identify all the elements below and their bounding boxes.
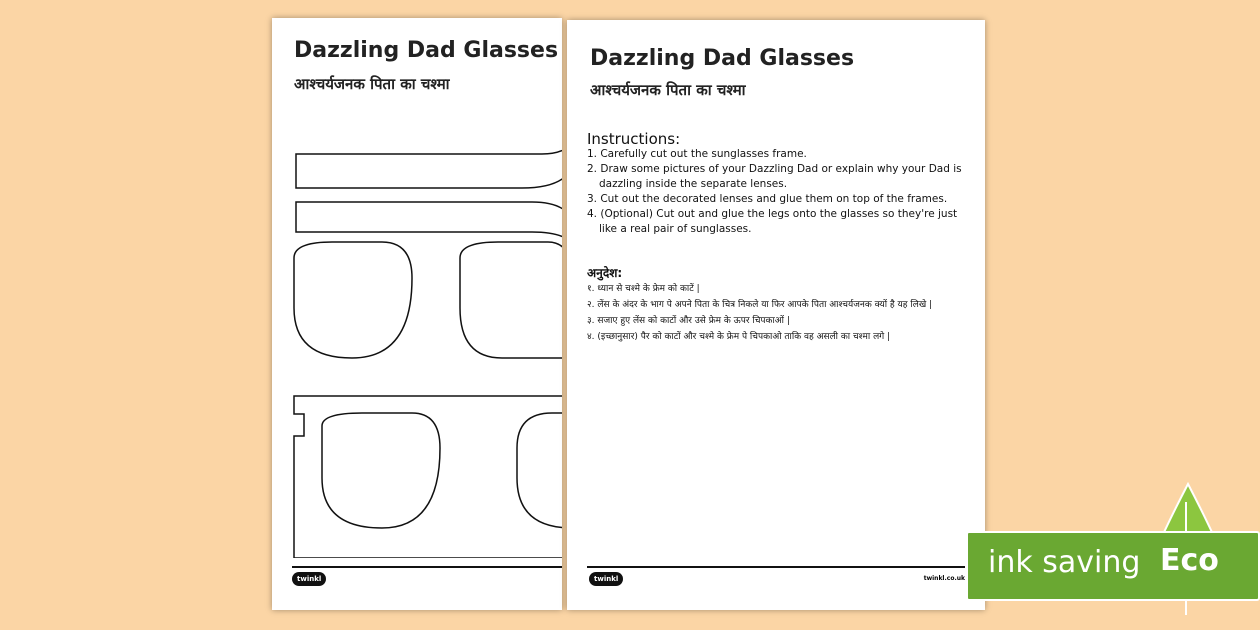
footer-divider xyxy=(587,566,965,568)
instructions-english xyxy=(587,132,967,237)
page-title: Dazzling Dad Glasses xyxy=(590,46,855,71)
ink-saving-badge xyxy=(966,531,1260,601)
footer-divider xyxy=(292,566,562,568)
instruction-item: 2. Draw some pictures of your Dazzling Dad or explain why your Dad is dazzling inside the separate lenses. xyxy=(587,163,962,190)
glasses-template xyxy=(272,18,562,558)
instruction-item: 4. (Optional) Cut out and glue the legs onto the glasses so they're just like a real pair of sunglasses. xyxy=(587,208,958,235)
eco-label: Eco xyxy=(1160,543,1219,578)
hindi-heading: अनुदेश: xyxy=(587,266,623,280)
instructions-heading: Instructions: xyxy=(587,130,681,148)
footer-url: twinkl.co.uk xyxy=(923,575,965,582)
hindi-item: ३. सजाए हुए लेंस को काटों और उसे फ्रेम के ऊपर चिपकाओं | xyxy=(587,316,790,326)
page-title: Dazzling Dad Glasses xyxy=(294,38,559,63)
instruction-item: 3. Cut out the decorated lenses and glue them on top of the frames. xyxy=(587,193,948,205)
hindi-item: १. ध्यान से चश्मे के फ्रेम को काटें | xyxy=(587,284,700,294)
twinkl-logo: twinkl xyxy=(292,572,326,586)
worksheet-page-glasses xyxy=(272,18,562,610)
hindi-item: ४. (इच्छानुसार) पैर को काटों और चश्मे के फ्रेम पे चिपकाओ ताकि वह असली का चश्मा लगे | xyxy=(587,332,891,342)
twinkl-logo: twinkl xyxy=(589,572,623,586)
instructions-hindi xyxy=(587,265,977,345)
page-subtitle: आश्चर्यजनक पिता का चश्मा xyxy=(590,81,746,99)
page-subtitle: आश्चर्यजनक पिता का चश्मा xyxy=(294,75,450,93)
instruction-item: 1. Carefully cut out the sunglasses frame. xyxy=(587,148,807,160)
hindi-item: २. लेंस के अंदर के भाग पे अपने पिता के चित्र निकले या फिर आपके पिता आश्चर्यजनक क्यों है यह लिखे | xyxy=(587,300,933,310)
ink-saving-label: ink saving xyxy=(988,545,1141,580)
worksheet-page-instructions xyxy=(567,20,985,610)
